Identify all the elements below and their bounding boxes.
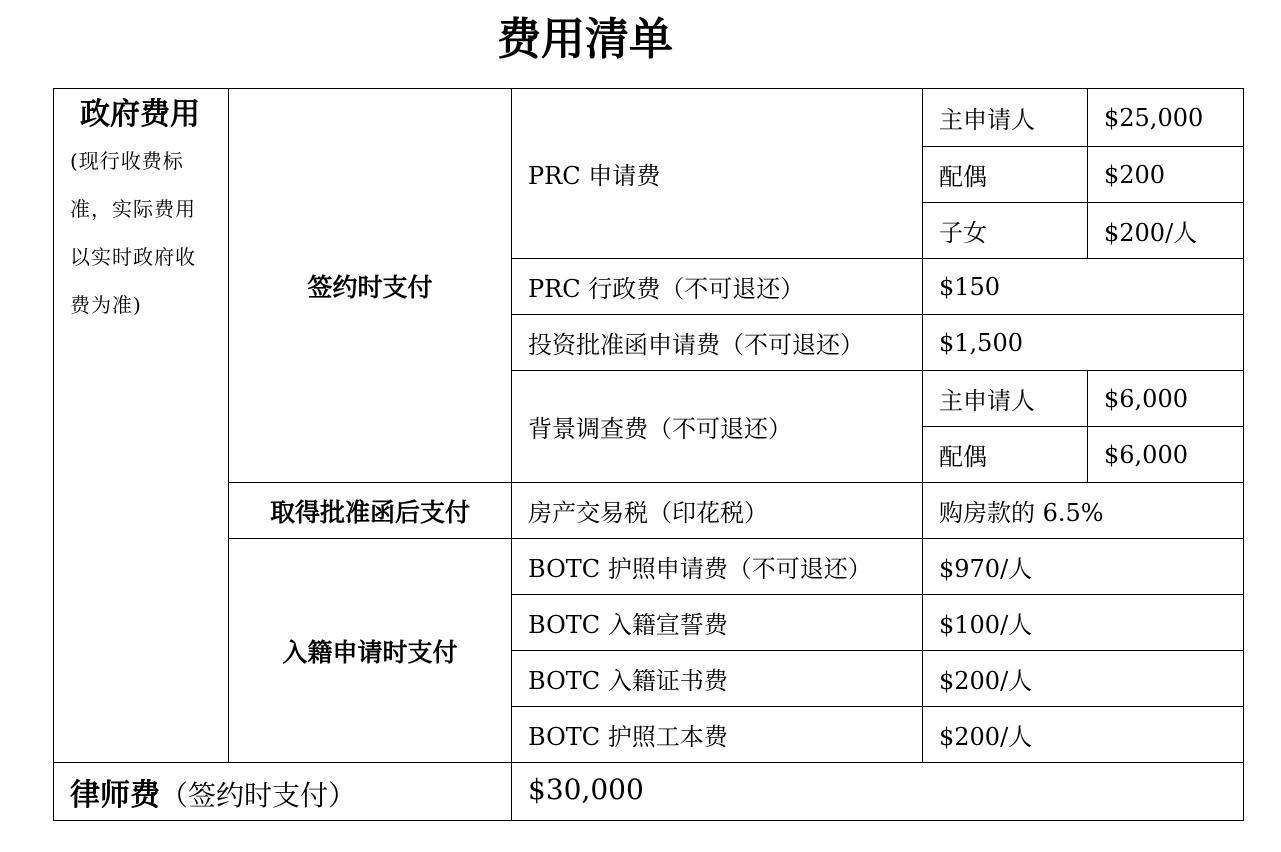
botc-passport-application-label: BOTC 护照申请费（不可退还）: [512, 539, 923, 595]
background-main-applicant-amount: $6,000: [1088, 371, 1244, 427]
background-spouse-amount: $6,000: [1088, 427, 1244, 483]
stage-signing: 签约时支付: [229, 89, 512, 483]
prc-spouse-amount: $200: [1088, 147, 1244, 203]
botc-certificate-amount: $200/人: [923, 651, 1244, 707]
botc-oath-amount: $100/人: [923, 595, 1244, 651]
background-spouse-label: 配偶: [923, 427, 1088, 483]
government-fees-heading: 政府费用: [80, 97, 200, 132]
stage-after-approval: 取得批准函后支付: [229, 483, 512, 539]
lawyer-fee-label: [54, 763, 512, 821]
prc-application-label: PRC 申请费: [512, 89, 923, 259]
government-fees-cell: [54, 89, 229, 763]
prc-admin-amount: $150: [923, 259, 1244, 315]
background-check-label: 背景调查费（不可退还）: [512, 371, 923, 483]
botc-passport-booklet-amount: $200/人: [923, 707, 1244, 763]
stage-citizenship: 入籍申请时支付: [229, 539, 512, 763]
table-row: [54, 539, 1244, 595]
table-row: [54, 483, 1244, 539]
botc-passport-application-amount: $970/人: [923, 539, 1244, 595]
table-row: [54, 763, 1244, 821]
lawyer-fee-heading: 律师费: [70, 777, 160, 813]
approval-letter-label: 投资批准函申请费（不可退还）: [512, 315, 923, 371]
stamp-duty-label: 房产交易税（印花税）: [512, 483, 923, 539]
botc-oath-label: BOTC 入籍宣誓费: [512, 595, 923, 651]
background-main-applicant-label: 主申请人: [923, 371, 1088, 427]
prc-spouse-label: 配偶: [923, 147, 1088, 203]
prc-main-applicant-label: 主申请人: [923, 89, 1088, 147]
fee-table: [53, 88, 1244, 821]
government-fees-note: (现行收费标准，实际费用以实时政府收费为准): [70, 149, 196, 317]
botc-passport-booklet-label: BOTC 护照工本费: [512, 707, 923, 763]
table-row: [54, 89, 1244, 147]
prc-main-applicant-amount: $25,000: [1088, 89, 1244, 147]
prc-children-amount: $200/人: [1088, 203, 1244, 259]
approval-letter-amount: $1,500: [923, 315, 1244, 371]
prc-admin-label: PRC 行政费（不可退还）: [512, 259, 923, 315]
lawyer-fee-note: （签约时支付）: [160, 778, 357, 812]
page-title: 费用清单: [497, 14, 673, 65]
prc-children-label: 子女: [923, 203, 1088, 259]
botc-certificate-label: BOTC 入籍证书费: [512, 651, 923, 707]
stamp-duty-amount: 购房款的 6.5%: [923, 483, 1244, 539]
lawyer-fee-amount: $30,000: [512, 763, 1244, 821]
